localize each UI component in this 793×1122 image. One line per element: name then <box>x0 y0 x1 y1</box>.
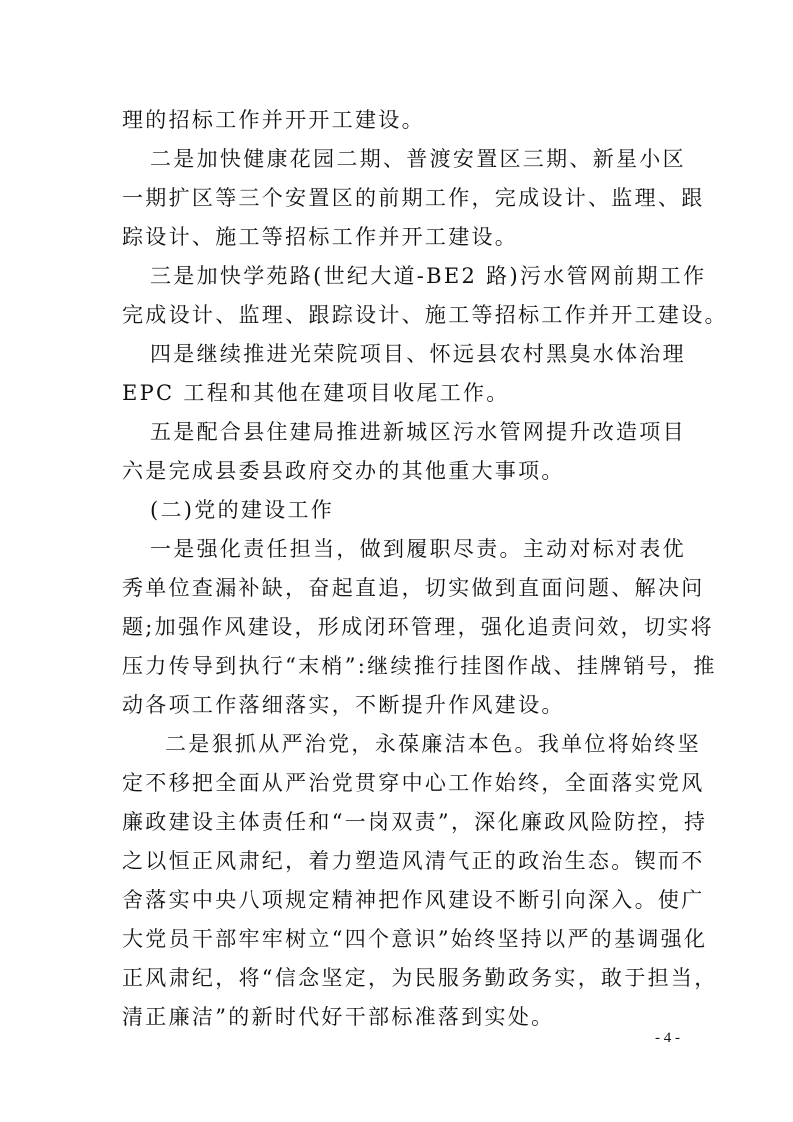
text-line: 廉政建设主体责任和“一岗双责”，深化廉政风险防控，持 <box>122 810 708 834</box>
text-line: 正风肃纪，将“信念坚定，为民服务勤政务实，敢于担当， <box>122 966 718 990</box>
text-line: 踪设计、施工等招标工作并开工建设。 <box>122 225 519 249</box>
text-line: 五是配合县住建局推进新城区污水管网提升改造项目 <box>150 420 686 444</box>
text-line: 理的招标工作并开开工建设。 <box>122 108 425 132</box>
text-line: 秀单位查漏补缺，奋起直追，切实做到直面问题、解决问 <box>122 576 705 600</box>
text-line: 定不移把全面从严治党贯穿中心工作始终，全面落实党风 <box>122 771 705 795</box>
text-line: 四是继续推进光荣院项目、怀远县农村黑臭水体治理 <box>150 342 686 366</box>
text-line: 六是完成县委县政府交办的其他重大事项。 <box>122 459 565 483</box>
text-line: 二是狠抓从严治党，永葆廉洁本色。我单位将始终坚 <box>165 732 701 756</box>
text-line: EPC 工程和其他在建项目收尾工作。 <box>122 381 510 405</box>
text-line: 动各项工作落细落实，不断提升作风建设。 <box>122 693 565 717</box>
text-line: 清正廉洁”的新时代好干部标准落到实处。 <box>122 1005 555 1029</box>
text-line: 之以恒正风肃纪，着力塑造风清气正的政治生态。锲而不 <box>122 849 705 873</box>
section-heading: (二)党的建设工作 <box>150 498 335 522</box>
text-line: 压力传导到执行“末梢”:继续推行挂图作战、挂牌销号，推 <box>122 654 717 678</box>
text-line: 一是强化责任担当，做到履职尽责。主动对标对表优 <box>150 537 686 561</box>
text-line: 三是加快学苑路(世纪大道-BE2 路)污水管网前期工作 <box>150 264 707 288</box>
text-line: 二是加快健康花园二期、普渡安置区三期、新星小区 <box>150 147 686 171</box>
text-line: 一期扩区等三个安置区的前期工作，完成设计、监理、跟 <box>122 186 705 210</box>
text-line: 题;加强作风建设，形成闭环管理，强化追责问效，切实将 <box>122 615 714 639</box>
text-line: 舍落实中央八项规定精神把作风建设不断引向深入。使广 <box>122 888 705 912</box>
text-line: 大党员干部牢牢树立“四个意识”始终坚持以严的基调强化 <box>122 927 708 951</box>
text-line: 完成设计、监理、跟踪设计、施工等招标工作并开工建设。 <box>122 303 728 327</box>
page-number: - 4 - <box>655 1030 680 1046</box>
